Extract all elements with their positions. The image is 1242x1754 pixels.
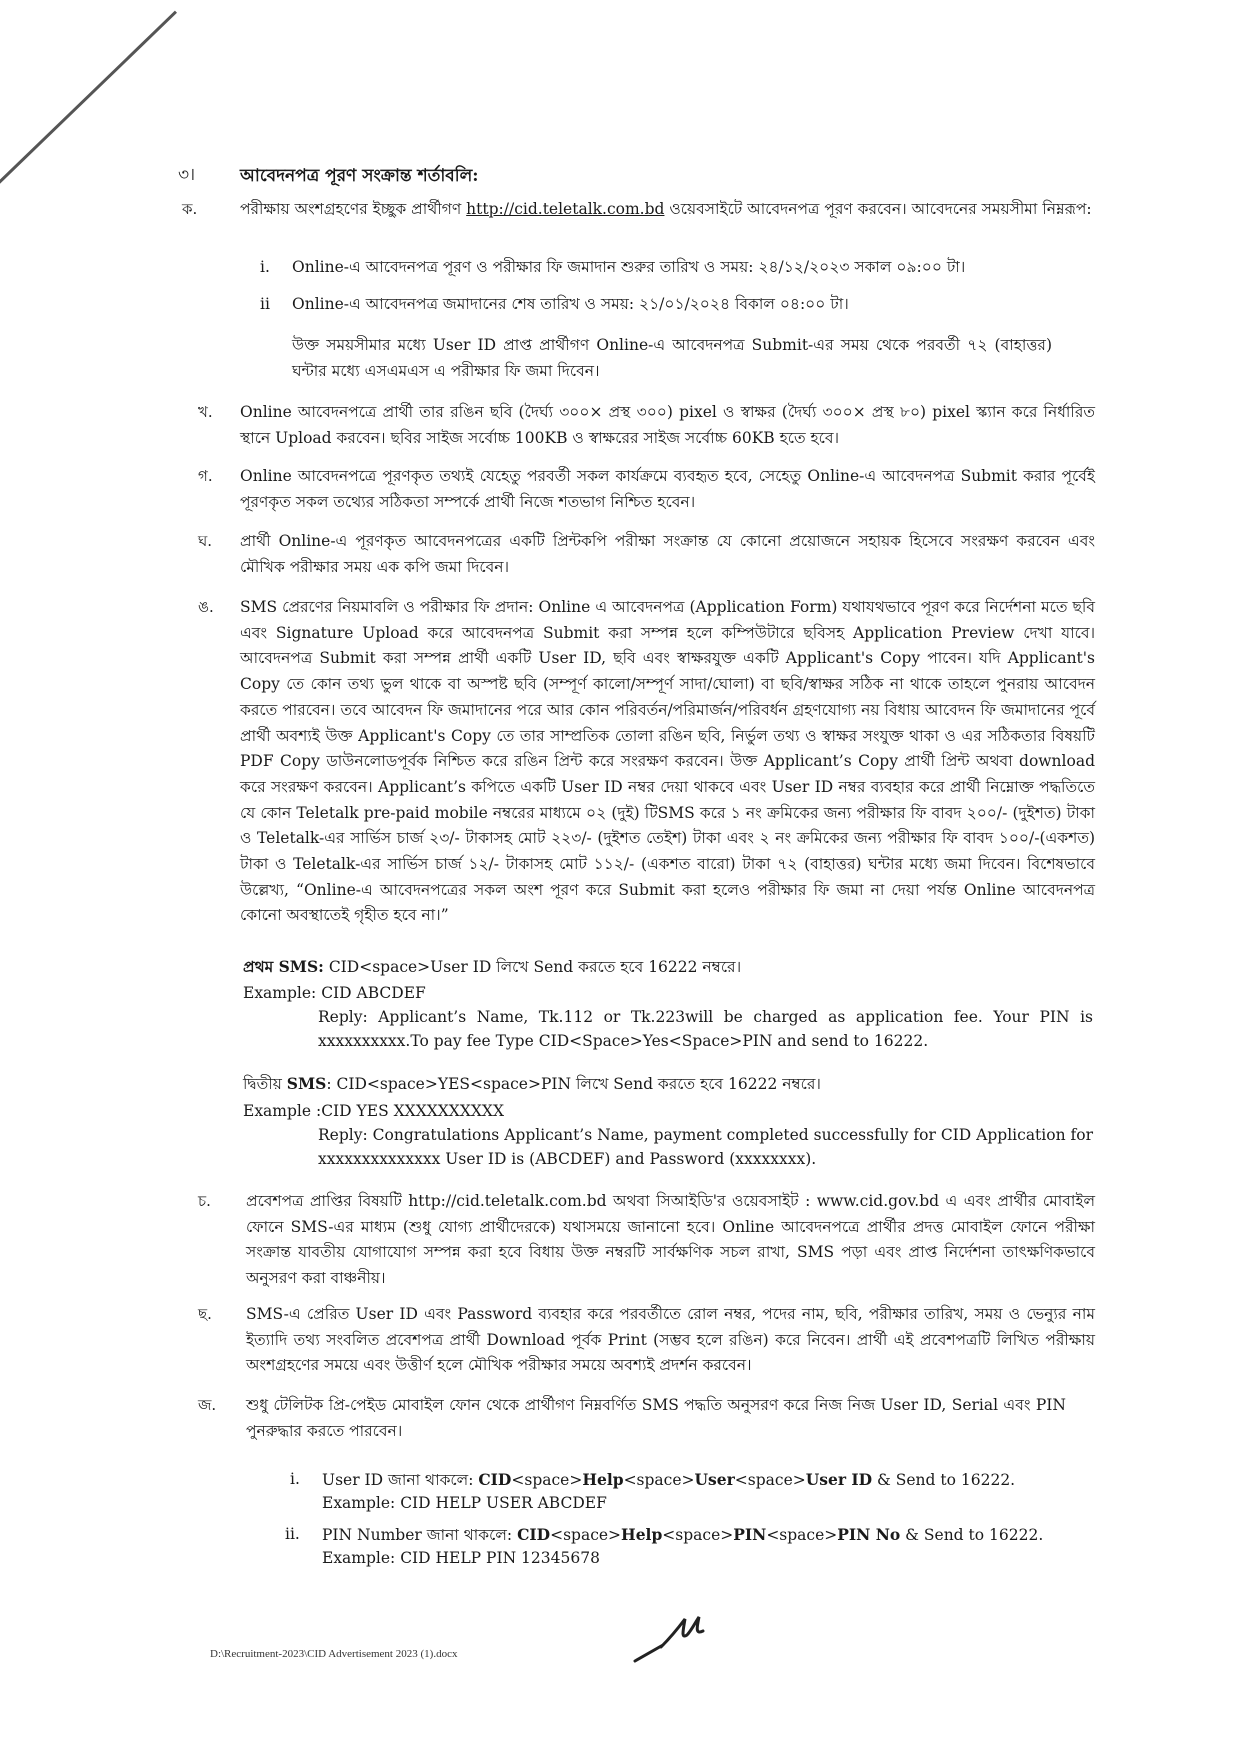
ja-item-1-space-2: <space> <box>623 1471 695 1489</box>
sms1-reply: Reply: Applicant’s Name, Tk.112 or Tk.223will be charged as application fee. Your PIN is xxxxxxxxxx.To pay fee Type CID<Space>Yes<Space>PIN and send to 16222. <box>318 1008 1093 1050</box>
ja-item-2-space-3: <space> <box>766 1526 838 1544</box>
clause-gha-text: প্রার্থী Online-এ পূরণকৃত আবেদনপত্রের একটি প্রিন্টকপি পরীক্ষা সংক্রান্ত যে কোনো প্রয়োজনে সহায়ক হিসেবে সংরক্ষণ করবেন এবং মৌখিক পরীক্ষার সময় এক কপি জমা দিবেন। <box>240 532 1095 576</box>
ja-item-1-user: User <box>694 1470 735 1489</box>
ja-item-1-userid: User ID <box>805 1470 873 1489</box>
ja-roman-i: i. <box>290 1470 300 1488</box>
clause-ga-text: Online আবেদনপত্রে পূরণকৃত তথ্যই যেহেতু পরবর্তী সকল কার্যক্রমে ব্যবহৃত হবে, সেহেতু Online-এ আবেদনপত্র Submit করার পূর্বেই পূরণকৃত সকল তথ্যের সঠিকতা সম্পর্কে প্রার্থী নিজে শতভাগ নিশ্চিত হবেন। <box>240 467 1095 511</box>
roman-ii: ii <box>260 295 270 313</box>
sms2-label-pre: দ্বিতীয় <box>243 1075 287 1093</box>
ka-note: উক্ত সময়সীমার মধ্যে User ID প্রাপ্ত প্রার্থীগণ Online-এ আবেদনপত্র Submit-এর সময় থেকে পরবর্তী ৭২ (বাহাত্তর) ঘন্টার মধ্যে এসএমএস এ পরীক্ষার ফি জমা দিবেন। <box>292 336 1052 380</box>
sms1-label: প্রথম SMS: <box>243 957 324 976</box>
clause-marker-gha: ঘ. <box>198 532 213 550</box>
roman-i: i. <box>260 258 270 276</box>
ja-item-1-pre: User ID জানা থাকলে: <box>322 1471 479 1489</box>
sms1-text: CID<space>User ID লিখে Send করতে হবে 16222 নম্বরে। <box>323 958 742 976</box>
sms2-text: : CID<space>YES<space>PIN লিখে Send করতে হবে 16222 নম্বরে। <box>326 1075 821 1093</box>
ja-item-1-space-3: <space> <box>734 1471 806 1489</box>
ka-item-1: Online-এ আবেদনপত্র পূরণ ও পরীক্ষার ফি জমাদান শুরুর তারিখ ও সময়: ২৪/১২/২০২৩ সকাল ০৯:০০ টা। <box>292 258 966 276</box>
ja-item-2-space-2: <space> <box>662 1526 734 1544</box>
clause-marker-ja: জ. <box>198 1396 217 1414</box>
sms2-example: Example :CID YES XXXXXXXXXX <box>243 1102 504 1120</box>
ja-item-2-pre: PIN Number জানা থাকলে: <box>322 1526 518 1544</box>
ja-item-1-example: Example: CID HELP USER ABCDEF <box>322 1494 607 1512</box>
teletalk-link[interactable]: http://cid.teletalk.com.bd <box>466 200 665 218</box>
sms1-line <box>243 955 741 979</box>
ja-item-2-pin: PIN <box>733 1525 767 1544</box>
ka-item-2: Online-এ আবেদনপত্র জমাদানের শেষ তারিখ ও সময়: ২১/০১/২০২৪ বিকাল ০৪:০০ টা। <box>292 295 849 313</box>
ja-item-1-help: Help <box>582 1470 624 1489</box>
ja-item-1 <box>322 1467 1015 1494</box>
ja-item-2 <box>322 1522 1043 1549</box>
clause-chha-text: SMS-এ প্রেরিত User ID এবং Password ব্যবহার করে পরবর্তীতে রোল নম্বর, পদের নাম, ছবি, পরীক্ষার তারিখ, সময় ও ভেন্যুর নাম ইত্যাদি তথ্য সংবলিত প্রবেশপত্র প্রার্থী Download পূর্বক Print (সম্ভব হলে রঙিন) করে নিবেন। প্রার্থী এই প্রবেশপত্রটি লিখিত পরীক্ষায় অংশগ্রহণের সময়ে এবং উত্তীর্ণ হলে মৌখিক পরীক্ষার সময়ে অবশ্যই প্রদর্শন করবেন। <box>246 1305 1095 1374</box>
clause-ka-post: ওয়েবসাইটে আবেদনপত্র পূরণ করবেন। আবেদনের সময়সীমা নিম্নরূপ: <box>664 200 1092 218</box>
sms2-reply: Reply: Congratulations Applicant’s Name, payment completed successfully for CID Application for xxxxxxxxxxxxxx User ID is (ABCDEF) and Password (xxxxxxxx). <box>318 1126 1093 1168</box>
clause-ka-text <box>240 197 1095 223</box>
ja-item-1-space-1: <space> <box>511 1471 583 1489</box>
section-title: আবেদনপত্র পূরণ সংক্রান্ত শর্তাবলি: <box>240 166 479 186</box>
sms1-example: Example: CID ABCDEF <box>243 984 426 1002</box>
clause-marker-umo: ঙ. <box>198 598 214 616</box>
clause-ka-pre: পরীক্ষায় অংশগ্রহণের ইচ্ছুক প্রার্থীগণ <box>240 200 467 218</box>
footer-file-path: D:\Recruitment-2023\CID Advertisement 2023 (1).docx <box>210 1648 458 1660</box>
ja-item-2-send: & Send to 16222. <box>900 1526 1044 1544</box>
scan-edge-line <box>0 11 177 194</box>
clause-marker-cha: চ. <box>198 1192 211 1210</box>
clause-ja-text: শুধু টেলিটক প্রি-পেইড মোবাইল ফোন থেকে প্রার্থীগণ নিম্নবর্ণিত SMS পদ্ধতি অনুসরণ করে নিজ নিজ User ID, Serial এবং PIN পুনরুদ্ধার করতে পারবেন। <box>246 1396 1066 1440</box>
section-number: ৩। <box>178 165 196 185</box>
ja-item-2-space-1: <space> <box>550 1526 622 1544</box>
ja-roman-ii: ii. <box>285 1525 300 1543</box>
ja-item-2-pinno: PIN No <box>837 1525 901 1544</box>
clause-marker-chha: ছ. <box>198 1305 212 1323</box>
clause-marker-ka: ক. <box>182 200 198 218</box>
ja-item-1-send: & Send to 16222. <box>872 1471 1016 1489</box>
sms2-line <box>243 1072 821 1096</box>
clause-marker-ga: গ. <box>198 467 213 485</box>
clause-cha-text: প্রবেশপত্র প্রাপ্তির বিষয়টি http://cid.teletalk.com.bd অথবা সিআইডি'র ওয়েবসাইট : www.cid.gov.bd এ এবং প্রার্থীর মোবাইল ফোনে SMS-এর মাধ্যম (শুধু যোগ্য প্রার্থীদেরকে) যথাসময়ে জানানো হবে। Online আবেদনপত্রে প্রার্থীর প্রদত্ত মোবাইল ফোনে পরীক্ষা সংক্রান্ত যাবতীয় যোগাযোগ সম্পন্ন করা হবে বিধায় উক্ত নম্বরটি সার্বক্ষণিক সচল রাখা, SMS পড়া এবং প্রাপ্ত নির্দেশনা তাৎক্ষণিকভাবে অনুসরণ করা বাঞ্চনীয়। <box>246 1192 1095 1287</box>
ja-item-2-example: Example: CID HELP PIN 12345678 <box>322 1549 600 1567</box>
sms2-label: SMS <box>286 1074 327 1093</box>
clause-kha-text: Online আবেদনপত্রে প্রার্থী তার রঙিন ছবি (দৈর্ঘ্য ৩০০× প্রস্থ ৩০০) pixel ও স্বাক্ষর (দৈর্ঘ্য ৩০০× প্রস্থ ৮০) pixel স্ক্যান করে নির্ধারিত স্থানে Upload করবেন। ছবির সাইজ সর্বোচ্চ 100KB ও স্বাক্ষরের সাইজ সর্বোচ্চ 60KB হতে হবে। <box>240 403 1095 447</box>
ja-item-2-help: Help <box>621 1525 663 1544</box>
ja-item-2-cid: CID <box>517 1525 551 1544</box>
ja-item-1-cid: CID <box>478 1470 512 1489</box>
clause-marker-kha: খ. <box>198 403 213 421</box>
signature-mark <box>633 1613 713 1663</box>
clause-umo-text: SMS প্রেরণের নিয়মাবলি ও পরীক্ষার ফি প্রদান: Online এ আবেদনপত্র (Application Form) যথাযথভাবে পূরণ করে নির্দেশনা মতে ছবি এবং Signature Upload করে আবেদনপত্র Submit করা সম্পন্ন হলে কম্পিউটারে ছবিসহ Application Preview দেখা যাবে। আবেদনপত্র Submit করা সম্পন্ন প্রার্থী একটি User ID, ছবি এবং স্বাক্ষরযুক্ত একটি Applicant's Copy পাবেন। যদি Applicant's Copy তে কোন তথ্য ভুল থাকে বা অস্পষ্ট ছবি (সম্পূর্ণ কালো/সম্পূর্ণ সাদা/ঘোলা) বা ছবি/স্বাক্ষর সঠিক না থাকে তাহলে পুনরায় আবেদন করতে পারবেন। তবে আবেদন ফি জমাদানের পরে আর কোন পরিবর্তন/পরিমার্জন/পরিবর্ধন গ্রহণযোগ্য নয় বিধায় আবেদন ফি জমাদানের পূর্বে প্রার্থী অবশ্যই উক্ত Applicant's Copy তে তার সাম্প্রতিক তোলা রঙিন ছবি, নির্ভুল তথ্য ও স্বাক্ষর সংযুক্ত থাকা ও এর সঠিকতার বিষয়টি PDF Copy ডাউনলোডপূর্বক নিশ্চিত করে রঙিন প্রিন্ট করে সংরক্ষণ করবেন। উক্ত Applicant’s Copy প্রার্থী প্রিন্ট অথবা download করে সংরক্ষণ করবেন। Applicant’s কপিতে একটি User ID নম্বর দেয়া থাকবে এবং User ID নম্বর ব্যবহার করে প্রার্থী নিম্নোক্ত পদ্ধতিতে যে কোন Teletalk pre-paid mobile নম্বরের মাধ্যমে ০২ (দুই) টিSMS করে ১ নং ক্রমিকের জন্য পরীক্ষার ফি বাবদ ২০০/- (দুইশত) টাকা ও Teletalk-এর সার্ভিস চার্জ ২৩/- টাকাসহ মোট ২২৩/- (দুইশত তেইশ) টাকা এবং ২ নং ক্রমিকের জন্য পরীক্ষার ফি বাবদ ১০০/-(একশত) টাকা ও Teletalk-এর সার্ভিস চার্জ ১২/- টাকাসহ মোট ১১২/- (একশত বারো) টাকা ৭২ (বাহাত্তর) ঘন্টার মধ্যে জমা দিবেন। বিশেষভাবে উল্লেখ্য, “Online-এ আবেদনপত্রের সকল অংশ পূরণ করে Submit করা হলেও পরীক্ষার ফি জমা না দেয়া পর্যন্ত Online আবেদনপত্র কোনো অবস্থাতেই গৃহীত হবে না।” <box>240 598 1096 925</box>
